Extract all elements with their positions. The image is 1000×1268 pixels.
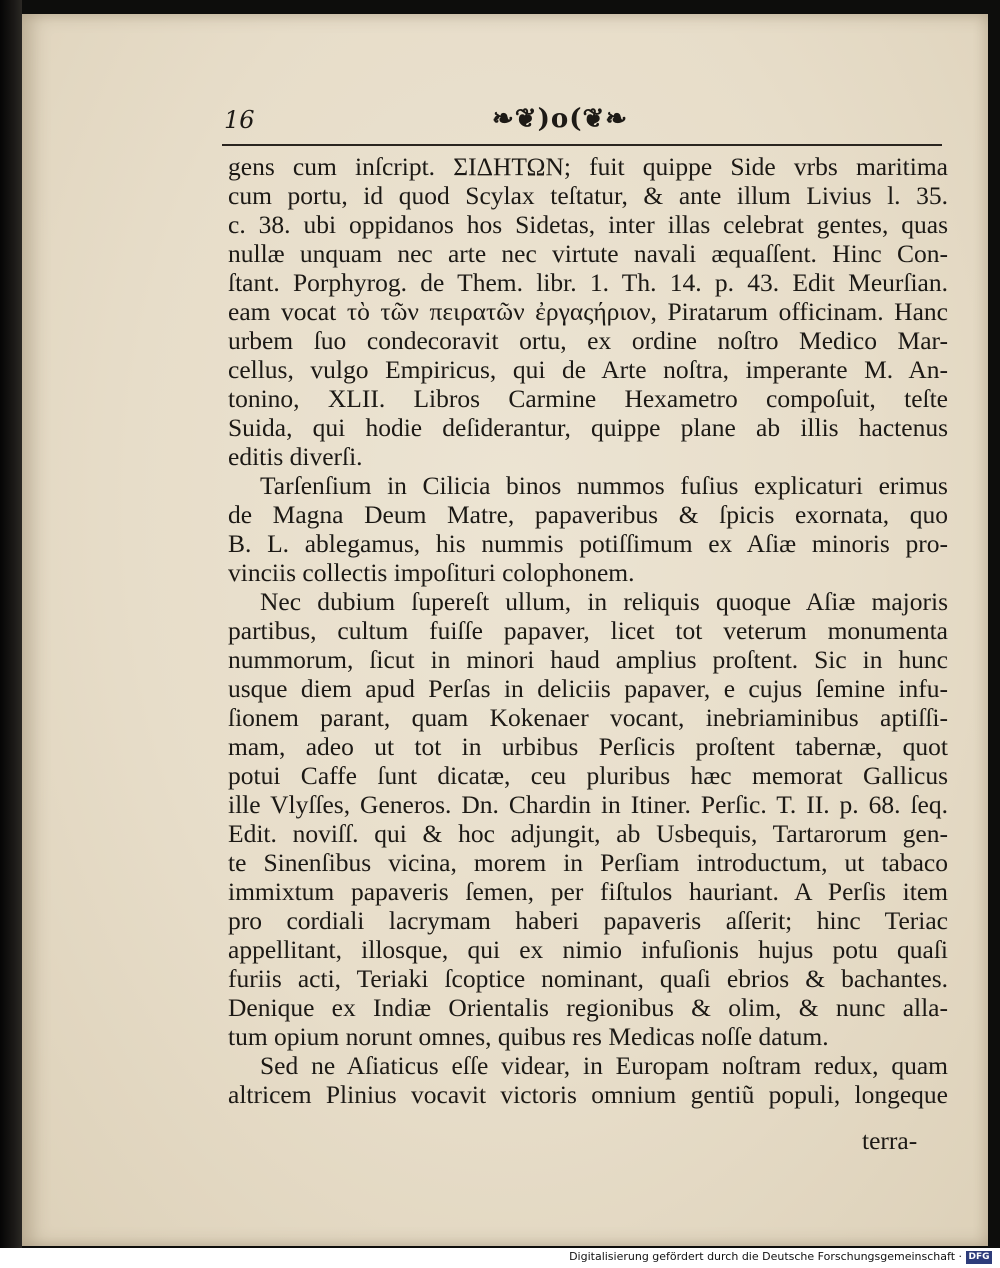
text-line: ſtant. Porphyrog. de Them. libr. 1. Th. 14. p. 43. Edit Meurſian. (228, 268, 948, 297)
body-text (228, 152, 948, 1109)
dfg-logo: DFG (966, 1251, 992, 1264)
text-line: eam vocat τὸ τῶν πειρατῶν ἐργαςήριον, Piratarum officinam. Hanc (228, 297, 948, 326)
footer-credit: Digitalisierung gefördert durch die Deutsche Forschungsgemeinschaft · (569, 1250, 962, 1263)
text-line: cellus, vulgo Empiricus, qui de Arte noſtra, imperante M. An- (228, 355, 948, 384)
footer-bar (0, 1248, 1000, 1268)
text-line: ille Vlyſſes, Generos. Dn. Chardin in Itiner. Perſic. T. II. p. 68. ſeq. (228, 790, 948, 819)
text-line: appellitant, illosque, qui ex nimio infuſionis hujus potu quaſi (228, 935, 948, 964)
text-line: nummorum, ſicut in minori haud amplius proſtent. Sic in hunc (228, 645, 948, 674)
text-line: editis diverſi. (228, 442, 363, 471)
text-line: Denique ex Indiæ Orientalis regionibus & olim, & nunc alla- (228, 993, 948, 1022)
text-line: furiis acti, Teriaki ſcoptice nominant, quaſi ebrios & bachantes. (228, 964, 948, 993)
text-line: te Sinenſibus vicina, morem in Perſiam introductum, ut tabaco (228, 848, 948, 877)
text-line: immixtum papaveris ſemen, per fiſtulos hauriant. A Perſis item (228, 877, 948, 906)
text-line: Sed ne Aſiaticus eſſe videar, in Europam noſtram redux, quam (260, 1051, 948, 1080)
text-line: gens cum inſcript. ΣΙΔΗΤΩΝ; fuit quippe Side vrbs maritima (228, 152, 948, 181)
text-line: c. 38. ubi oppidanos hos Sidetas, inter illas celebrat gentes, quas (228, 210, 948, 239)
text-line: B. L. ablegamus, his nummis potiſſimum ex Aſiæ minoris pro- (228, 529, 948, 558)
text-line: Nec dubium ſupereſt ullum, in reliquis quoque Aſiæ majoris (260, 587, 948, 616)
text-line: Tarſenſium in Cilicia binos nummos fuſius explicaturi erimus (260, 471, 948, 500)
text-line: potui Caffe ſunt dicatæ, ceu pluribus hæc memorat Gallicus (228, 761, 948, 790)
text-line: cum portu, id quod Scylax teſtatur, & ante illum Livius l. 35. (228, 181, 948, 210)
text-line: pro cordiali lacrymam haberi papaveris aſſerit; hinc Teriac (228, 906, 948, 935)
page-number: 16 (224, 106, 255, 134)
text-line: tum opium norunt omnes, quibus res Medicas noſſe datum. (228, 1022, 829, 1051)
text-line: Edit. noviſſ. qui & hoc adjungit, ab Usbequis, Tartarorum gen- (228, 819, 948, 848)
header-rule (222, 144, 942, 146)
page-header (22, 100, 988, 140)
book-gutter-edge (0, 0, 22, 1248)
text-line: ſionem parant, quam Kokenaer vocant, inebriaminibus aptiſſi- (228, 703, 948, 732)
text-line: nullæ unquam nec arte nec virtute navali æquaſſent. Hinc Con- (228, 239, 948, 268)
text-line: vinciis collectis impoſituri colophonem. (228, 558, 635, 587)
text-line: partibus, cultum fuiſſe papaver, licet tot veterum monumenta (228, 616, 948, 645)
catchword: terra- (862, 1126, 918, 1155)
header-ornament: ❧❦)o(❦❧ (492, 104, 629, 134)
text-line: de Magna Deum Matre, papaveribus & ſpicis exornata, quo (228, 500, 948, 529)
text-line: usque diem apud Perſas in deliciis papaver, e cujus ſemine infu- (228, 674, 948, 703)
text-line: tonino, XLII. Libros Carmine Hexametro compoſuit, teſte (228, 384, 948, 413)
text-line: altricem Plinius vocavit victoris omnium gentiũ populi, longeque (228, 1080, 948, 1109)
text-line: Suida, qui hodie deſiderantur, quippe plane ab illis hactenus (228, 413, 948, 442)
text-line: mam, adeo ut tot in urbibus Perſicis proſtent tabernæ, quot (228, 732, 948, 761)
scanned-page (22, 14, 988, 1246)
text-line: urbem ſuo condecoravit ortu, ex ordine noſtro Medico Mar- (228, 326, 948, 355)
